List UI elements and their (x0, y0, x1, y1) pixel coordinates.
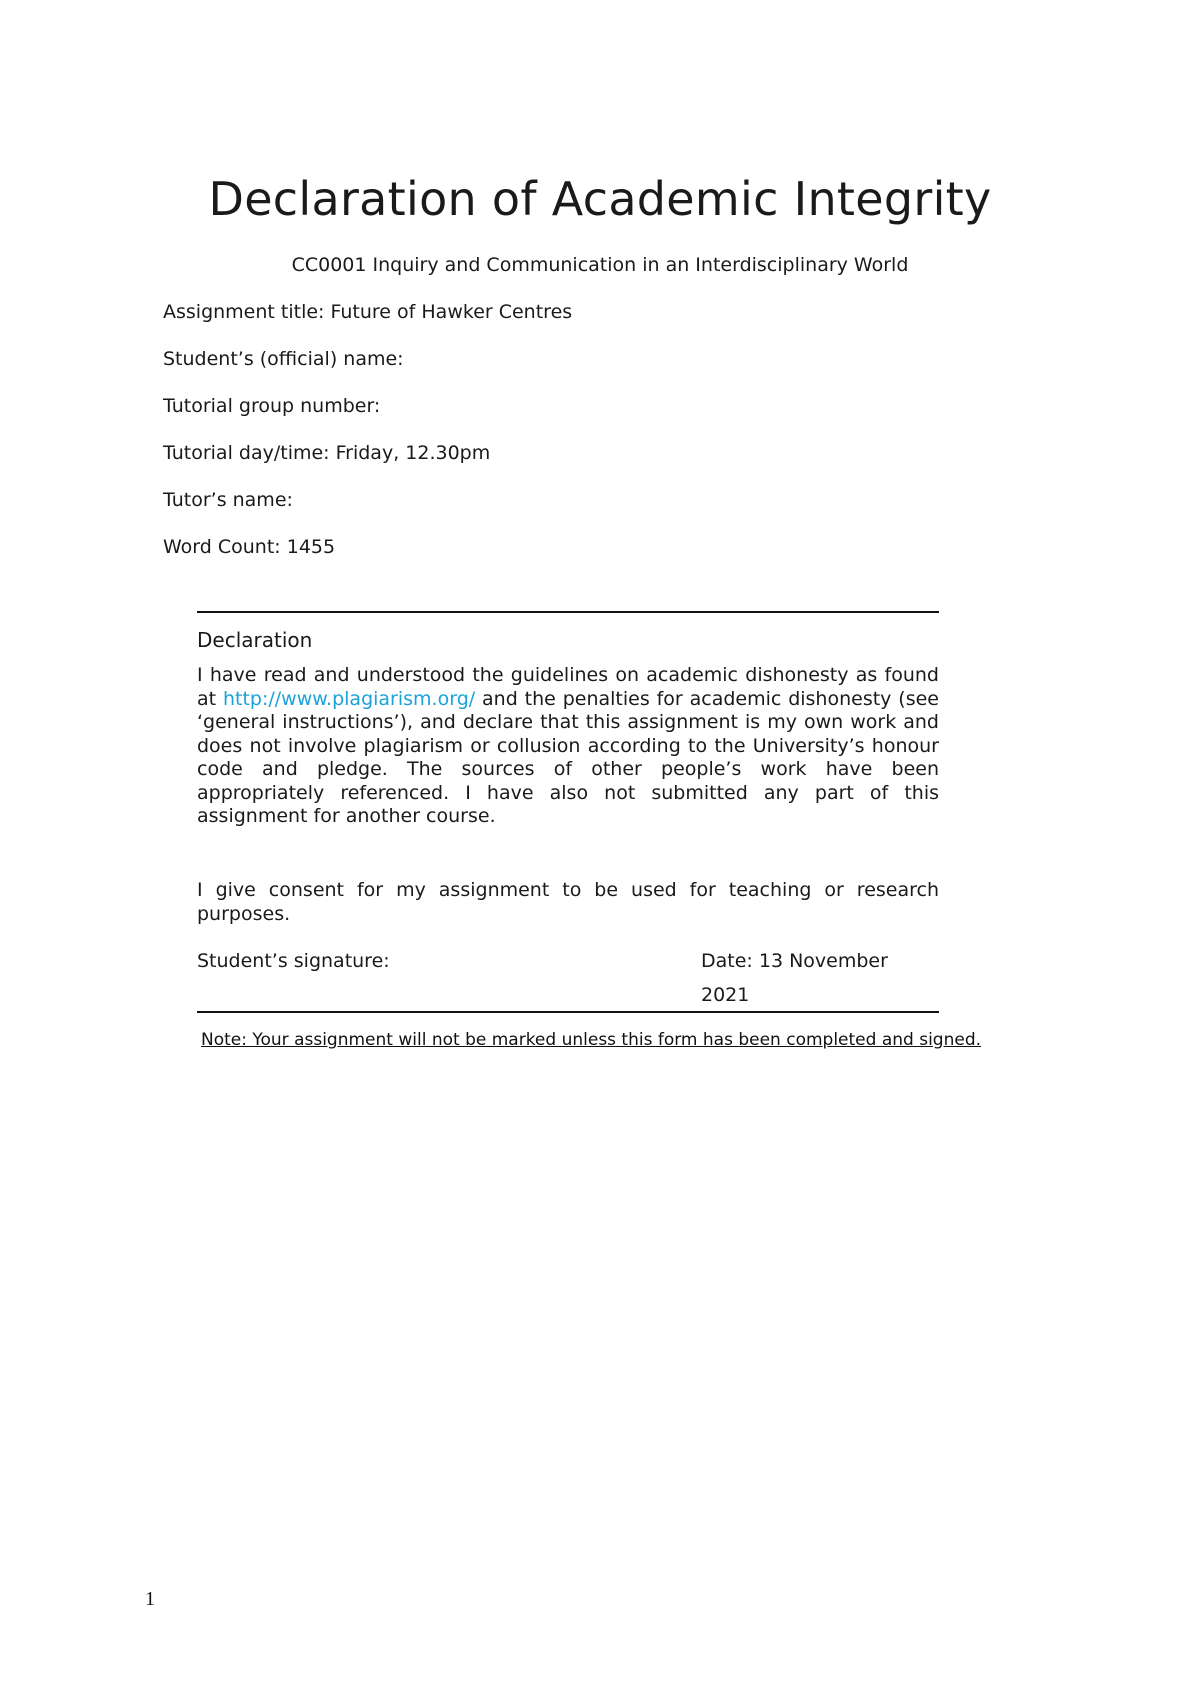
plagiarism-link[interactable]: http://www.plagiarism.org/ (222, 687, 476, 710)
page-title: Declaration of Academic Integrity (208, 172, 992, 226)
word-count-field: Word Count: 1455 (163, 536, 336, 558)
tutor-name-field: Tutor’s name: (163, 489, 293, 511)
declaration-heading: Declaration (197, 628, 313, 652)
declaration-box (197, 611, 939, 1013)
page-number: 1 (145, 1588, 155, 1610)
student-name-field: Student’s (official) name: (163, 348, 404, 370)
declaration-text-part2: and the penalties for academic dishonesty (see ‘general instructions’), and declare that this assignment is my own work and does not involve plagiarism or collusion according to the University’s honour code and pledge. The sources of other people’s work have been appropriately referenced. I have also not submitted any part of this assignment for another course. (197, 687, 939, 827)
tutorial-time-field: Tutorial day/time: Friday, 12.30pm (163, 442, 491, 464)
course-title: CC0001 Inquiry and Communication in an Interdisciplinary World (291, 254, 909, 276)
signature-label: Student’s signature: (197, 950, 390, 972)
info-fields (163, 300, 572, 582)
date-field: Date: 13 November 2021 (701, 950, 888, 1006)
declaration-text (197, 664, 939, 829)
assignment-title-field: Assignment title: Future of Hawker Centres (163, 301, 573, 323)
note-text: Note: Your assignment will not be marked unless this form has been completed and signed. (201, 1030, 982, 1050)
declaration-text-part1: I have read and understood the guidelines on academic dishonesty as found at (197, 664, 939, 710)
tutorial-group-field: Tutorial group number: (163, 395, 381, 417)
consent-text: I give consent for my assignment to be used for teaching or research purposes. (197, 879, 939, 925)
